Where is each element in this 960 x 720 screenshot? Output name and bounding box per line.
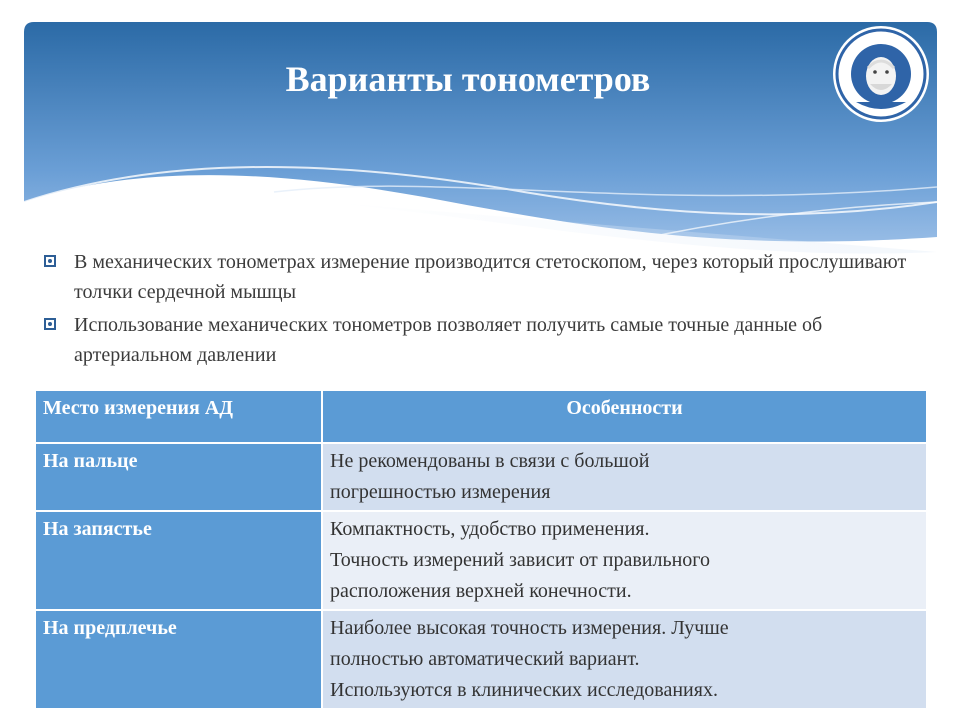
feature-line: Используются в клинических исследованиях. [330,679,718,701]
feature-line: Не рекомендованы в связи с большой [330,450,650,472]
feature-line: полностью автоматический вариант. [330,648,640,670]
table-header-row [35,390,927,443]
bullet-text: Использование механических тонометров позволяет получить самые точные данные об артериальном давлении [74,314,823,366]
feature-line: расположения верхней конечности. [330,580,632,602]
feature-line: Наиболее высокая точность измерения. Лучше [330,617,729,639]
tonometer-table [34,389,928,710]
slide-title: Варианты тонометров [285,59,651,99]
bullet-square-icon [44,318,56,330]
column-header-place: Место измерения АД [35,390,322,443]
row-features [322,610,927,709]
table-row [35,511,927,610]
row-place: На предплечье [35,610,322,709]
foundation-logo [826,24,936,124]
table-row [35,443,927,511]
bullet-item [44,310,934,370]
bullet-list [44,247,934,373]
row-features [322,511,927,610]
column-header-features: Особенности [322,390,927,443]
feature-line: Компактность, удобство применения. [330,518,650,540]
bullet-square-icon [44,255,56,267]
row-place: На пальце [35,443,322,511]
feature-line: Точность измерений зависит от правильного [330,549,710,571]
bullet-item [44,247,934,307]
table-row [35,610,927,709]
bullet-text: В механических тонометрах измерение производится стетоскопом, через который прослушивают толчки сердечной мышцы [74,251,907,303]
row-features [322,443,927,511]
row-place: На запястье [35,511,322,610]
feature-line: погрешностью измерения [330,481,551,503]
